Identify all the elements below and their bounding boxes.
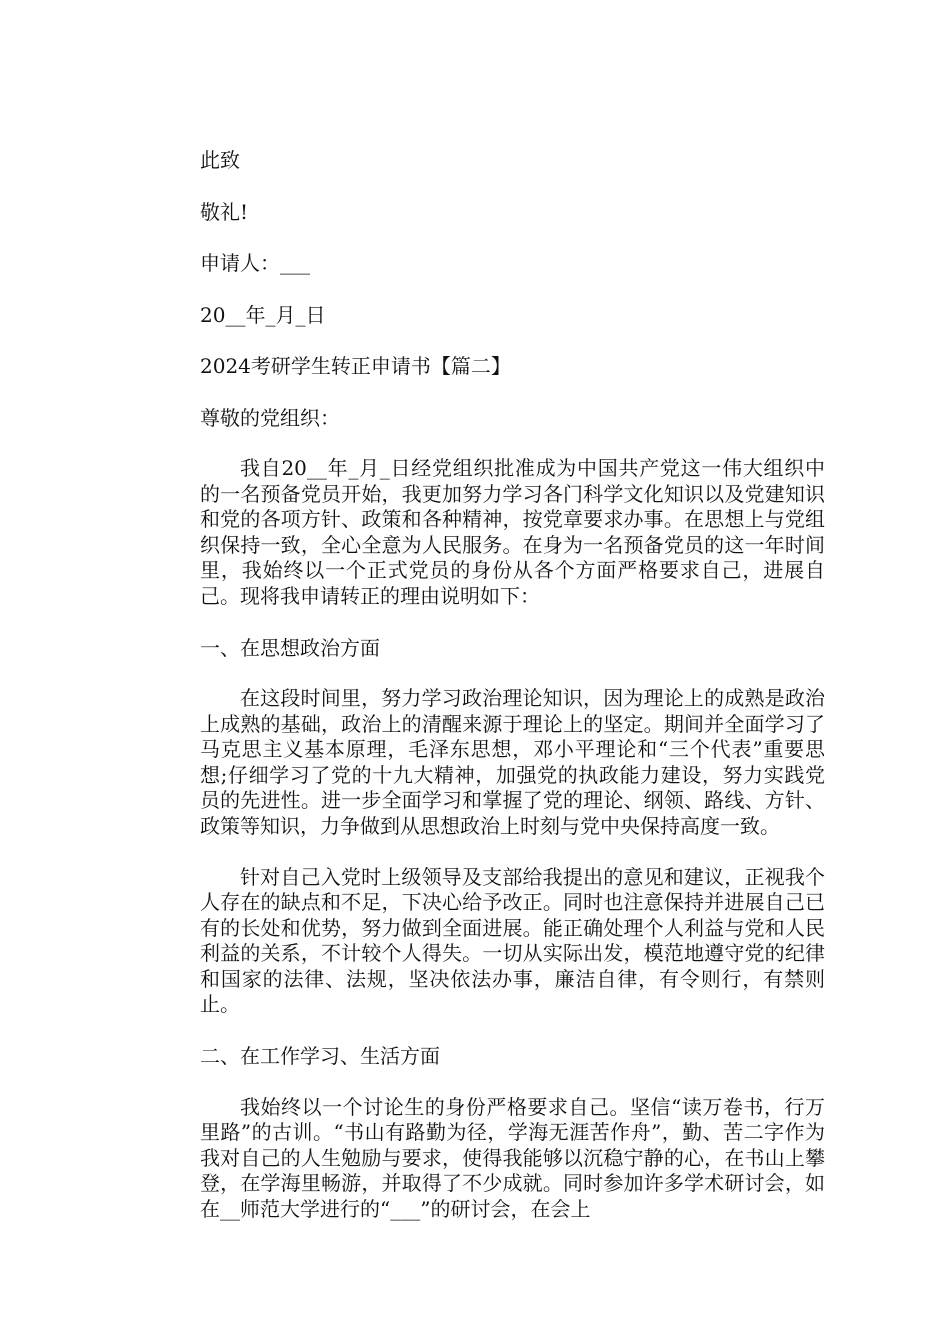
paragraph-work-study: 我始终以一个讨论生的身份严格要求自己。坚信“读万卷书，行万里路”的古训。“书山有路勤为径，学海无涯苦作舟”，勤、苦二字作为我对自己的人生勉励与要求，使得我能够以沉稳宁静的心，在书山上攀登，在学海里畅游，并取得了不少成就。同时参加许多学术研讨会，如在__师范大学进行的“___”的研讨会，在会上 (200, 1094, 825, 1221)
closing-line-1: 此致 (200, 148, 240, 172)
paragraph-self-improvement: 针对自己入党时上级领导及支部给我提出的意见和建议，正视我个人存在的缺点和不足，下决心给予改正。同时也注意保持并进展自己已有的长处和优势，努力做到全面进展。能正确处理个人利益与党和人民利益的关系，不计较个人得失。一切从实际出发，模范地遵守党的纪律和国家的法律、法规，坚决依法办事，廉洁自律，有令则行，有禁则止。 (200, 864, 825, 1016)
heading-work-study: 二、在工作学习、生活方面 (200, 1044, 440, 1068)
salutation: 尊敬的党组织： (200, 405, 340, 430)
section-title: 2024考研学生转正申请书【篇二】 (200, 354, 511, 378)
heading-ideology: 一、在思想政治方面 (200, 635, 380, 660)
date-line: 20__年_月_日 (200, 302, 326, 327)
closing-line-2: 敬礼! (200, 199, 249, 224)
paragraph-intro: 我自20__年_月_日经党组织批准成为中国共产党这一伟大组织中的一名预备党员开始，我更加努力学习各门科学文化知识以及党建知识和党的各项方针、政策和各种精神，按党章要求办事。在思想上与党组织保持一致，全心全意为人民服务。在身为一名预备党员的这一年时间里，我始终以一个正式党员的身份从各个方面严格要求自己，进展自己。现将我申请转正的理由说明如下： (200, 456, 825, 608)
paragraph-ideology: 在这段时间里，努力学习政治理论知识，因为理论上的成熟是政治上成熟的基础，政治上的清醒来源于理论上的坚定。期间并全面学习了马克思主义基本原理，毛泽东思想，邓小平理论和“三个代表”重要思想;仔细学习了党的十九大精神，加强党的执政能力建设，努力实践党员的先进性。进一步全面学习和掌握了党的理论、纲领、路线、方针、政策等知识，力争做到从思想政治上时刻与党中央保持高度一致。 (200, 686, 825, 838)
document-body (200, 147, 825, 1248)
applicant-line: 申请人：___ (200, 251, 310, 275)
